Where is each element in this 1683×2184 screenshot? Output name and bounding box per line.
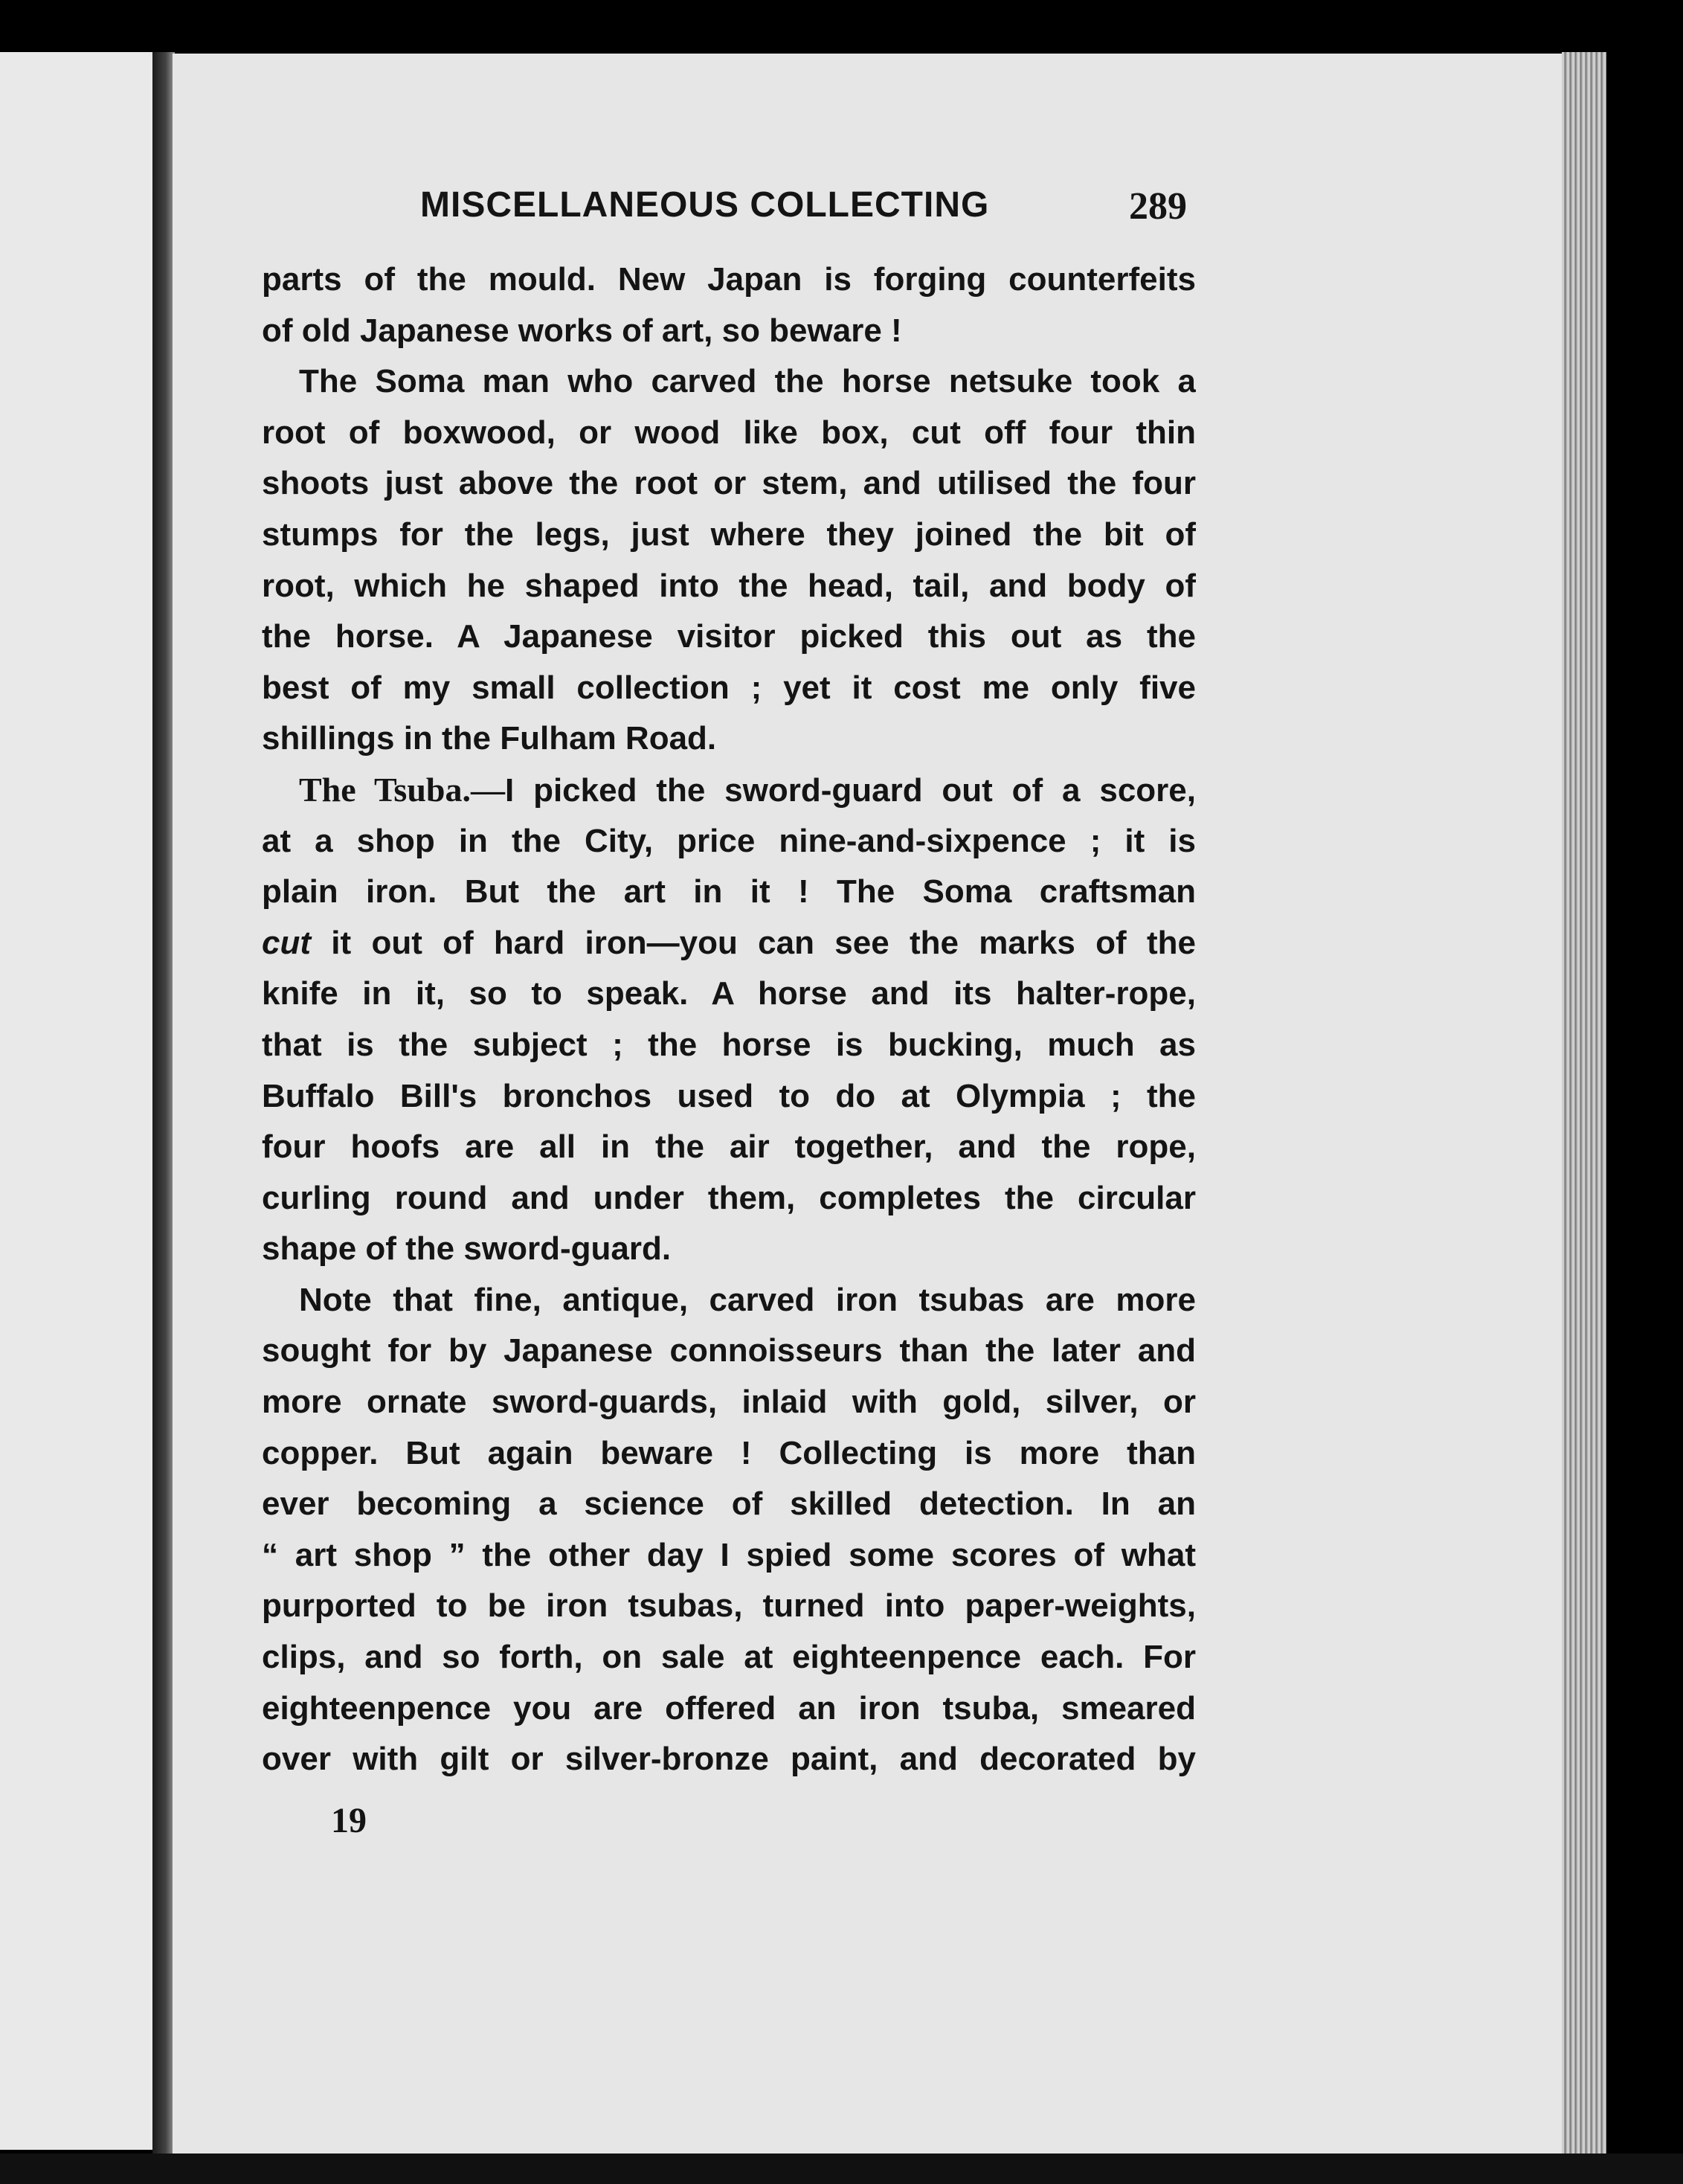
text-line [262, 765, 1196, 816]
text-line: that is the subject ; the horse is bucking, much as [262, 1026, 1196, 1063]
text-line: knife in it, so to speak. A horse and its halter-rope, [262, 975, 1196, 1012]
text-line: shoots just above the root or stem, and utilised the four [262, 465, 1196, 502]
text-line: curling round and under them, completes the circular [262, 1179, 1196, 1216]
text-line: “ art shop ” the other day I spied some scores of what [262, 1536, 1196, 1573]
text-line: root of boxwood, or wood like box, cut off four thin [262, 414, 1196, 451]
text-line: at a shop in the City, price nine-and-sixpence ; it is [262, 822, 1196, 859]
text-line: clips, and so forth, on sale at eighteenpence each. For [262, 1639, 1196, 1676]
text-line: of old Japanese works of art, so beware ! [262, 312, 902, 349]
text-line: ever becoming a science of skilled detection. In an [262, 1486, 1196, 1523]
page-number: 289 [1129, 185, 1187, 228]
text-line: sought for by Japanese connoisseurs than the later and [262, 1332, 1196, 1369]
text-line: Note that fine, antique, carved iron tsubas are more [299, 1281, 1196, 1318]
text-line-content: I picked the sword-guard out of a score, [505, 771, 1196, 809]
text-line: best of my small collection ; yet it cost me only five [262, 669, 1196, 706]
text-line: parts of the mould. New Japan is forging counterfeits [262, 261, 1196, 298]
binding-gutter [152, 52, 175, 2165]
text-line: shape of the sword-guard. [262, 1230, 672, 1268]
text-line: Buffalo Bill's bronchos used to do at Olympia ; the [262, 1077, 1196, 1114]
text-line: plain iron. But the art in it ! The Soma craftsman [262, 873, 1196, 910]
text-line: four hoofs are all in the air together, and the rope, [262, 1128, 1196, 1166]
text-line [262, 918, 1196, 969]
text-line: more ornate sword-guards, inlaid with gold, silver, or [262, 1384, 1196, 1421]
text-line: The Soma man who carved the horse netsuke took a [299, 363, 1196, 400]
text-line: purported to be iron tsubas, turned into paper-weights, [262, 1587, 1196, 1625]
text-line: shillings in the Fulham Road. [262, 720, 717, 757]
text-line: root, which he shaped into the head, tail, and body of [262, 567, 1196, 604]
text-line: copper. But again beware ! Collecting is more than [262, 1434, 1196, 1471]
text-line: eighteenpence you are offered an iron tsuba, smeared [262, 1689, 1196, 1727]
text-line-content: it out of hard iron—you can see the marks of the [331, 924, 1196, 961]
italic-word: cut [262, 924, 311, 961]
body-text [262, 254, 1196, 1785]
text-line: stumps for the legs, just where they joined the bit of [262, 516, 1196, 553]
bottom-shadow [0, 2154, 1683, 2184]
running-title: MISCELLANEOUS COLLECTING [420, 185, 990, 225]
previous-page-edge [0, 52, 152, 2150]
text-line: over with gilt or silver-bronze paint, and decorated by [262, 1741, 1196, 1778]
signature-mark: 19 [331, 1801, 367, 1840]
section-heading: The Tsuba.— [299, 770, 505, 809]
text-line: the horse. A Japanese visitor picked this out as the [262, 618, 1196, 655]
page-stack-edge [1562, 52, 1606, 2168]
